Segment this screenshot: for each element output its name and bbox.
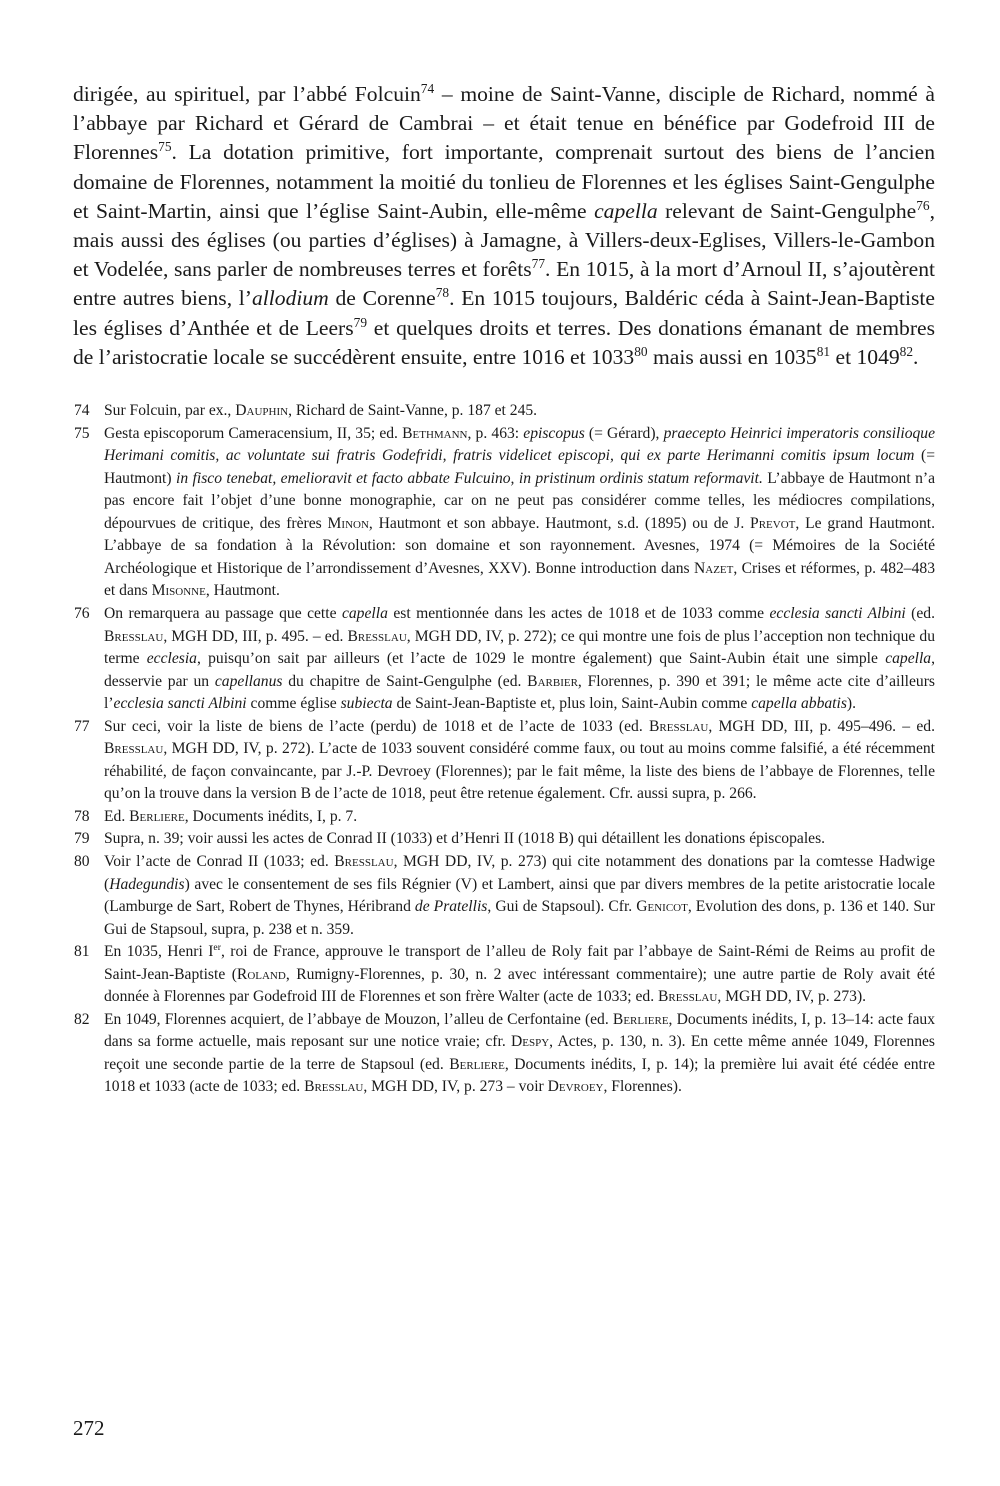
text-run: , Florennes, p. 390 et 391; le même acte cite d’ailleurs l’ (104, 672, 935, 713)
text-run: , p. 463: (467, 424, 524, 442)
author-name: Roland (236, 965, 286, 983)
author-name: Bethmann (402, 424, 468, 442)
italic-text: praecepto Heinrici imperatoris consilioque Herimani comitis, ac voluntate sui fratris Godefridi, fratris videlicet episcopi, qui ex parte Herimanni comitis ipsum locum (104, 424, 936, 465)
text-run: , mais aussi des églises (ou parties d’églises) à Jamagne, à Villers-deux-Eglises, Villers-le-Gambon et Vodelée, sans parler de nombreuses terres et forêts (73, 198, 935, 282)
italic-text: ecclesia sancti Albini (113, 695, 247, 713)
text-run: , Crises et réformes, p. 482–483 et dans (104, 559, 935, 600)
note-reference: 80 (634, 343, 648, 359)
italic-text: episcopus (523, 424, 585, 442)
italic-text: Hadegundis (109, 875, 185, 893)
author-name: Despy (511, 1033, 550, 1051)
italic-text: capella abbatis (751, 695, 847, 713)
author-name: Barbier (527, 672, 578, 690)
footnote (73, 851, 935, 941)
footnote (73, 806, 935, 829)
text-run: , Documents inédits, I, p. 7. (184, 807, 358, 825)
text-run: En 1049, Florennes acquiert, de l’abbaye de Mouzon, l’alleu de Cerfontaine (ed. (104, 1010, 613, 1028)
italic-text: capella (594, 198, 658, 223)
text-run: . En 1015, à la mort d’Arnoul II, s’ajoutèrent entre autres biens, l’ (73, 257, 935, 311)
text-run: , MGH DD, IV, p. 273). (717, 988, 867, 1006)
text-run: , roi de France, approuve le transport de l’alleu de Roly fait par l’abbaye de Saint-Rémi de Reims au profit de Saint-Jean-Baptiste ( (104, 943, 935, 983)
text-run: , Documents inédits, I, p. 13–14: acte faux dans sa forme actuelle, mais reposant sur une notice vraie; cfr. (104, 1010, 935, 1051)
text-run: Sur ceci, voir la liste de biens de l’acte (perdu) de 1018 et de l’acte de 1033 (ed. (104, 717, 649, 735)
author-name: Bresslau (334, 852, 394, 870)
text-run: , puisqu’on sait par ailleurs (et l’acte de 1029 le montre également) que Saint-Aubin était une simple (196, 650, 886, 668)
text-run: est mentionnée dans les actes de 1018 et de 1033 comme (387, 604, 770, 622)
author-name: Genicot (636, 898, 688, 916)
text-run: L’abbaye de Hautmont n’a pas encore fait l’objet d’une bonne monographie, car on ne peut pas considérer comme telles, les médiocres compilations, dépourvues de critique, des frères (104, 469, 936, 532)
footnote-number: 76 (74, 604, 90, 622)
text-run: , Actes, p. 130, n. 3). En cette même année 1049, Florennes reçoit une seconde partie de la terre de Stapsoul (ed. (104, 1033, 935, 1073)
author-name: Dauphin (235, 402, 289, 420)
italic-text: allodium (252, 286, 329, 311)
text-run: (ed. (905, 604, 935, 622)
footnote (73, 423, 935, 603)
text-run: , MGH DD, IV, p. 273 – voir (363, 1078, 548, 1096)
footnote (73, 716, 935, 806)
text-run: , Richard de Saint-Vanne, p. 187 et 245. (288, 402, 538, 420)
note-reference: er (213, 941, 221, 953)
footnote-number: 82 (74, 1010, 90, 1028)
text-run: Gesta episcoporum Cameracensium, II, 35; ed. (104, 424, 403, 442)
text-run: , MGH DD, III, p. 495. – ed. (163, 627, 348, 645)
footnote-number: 79 (74, 830, 90, 848)
text-run: , MGH DD, IV, p. 273) qui cite notamment des donations par la comtesse Hadwige ( (104, 852, 935, 893)
footnote-number: 77 (74, 717, 90, 735)
footnote (73, 828, 935, 851)
note-reference: 76 (916, 197, 930, 213)
italic-text: capella (885, 650, 932, 668)
note-reference: 79 (353, 314, 368, 330)
text-run: (= Gérard), (584, 424, 664, 442)
footnote (73, 941, 935, 1009)
author-name: Bresslau (104, 627, 164, 645)
author-name: Nazet (694, 559, 734, 577)
italic-text: de Pratellis (414, 898, 488, 916)
author-name: Bresslau (649, 717, 709, 735)
author-name: Prevot (750, 514, 796, 532)
footnote-number: 80 (74, 852, 90, 870)
text-run: mais aussi en 1035 (647, 344, 817, 369)
text-run: . En 1015 toujours, Baldéric céda à Saint-Jean-Baptiste les églises d’Anthée et de Leers (73, 286, 935, 340)
footnote-number: 74 (74, 402, 90, 420)
author-name: Bresslau (104, 740, 164, 758)
text-run: , Florennes). (603, 1078, 682, 1096)
text-run: , MGH DD, III, p. 495–496. – ed. (708, 717, 935, 735)
text-run: Voir l’acte de Conrad II (1033; ed. (104, 852, 335, 870)
text-run: ) avec le consentement de ses fils Régnier (V) et Lambert, ainsi que par divers membres de la petite aristocratie locale (Lamburge de Sart, Robert de Thynes, Héribrand (104, 875, 935, 916)
italic-text: capellanus (214, 672, 283, 690)
text-run: de Corenne (328, 286, 436, 311)
italic-text: ecclesia sancti Albini (769, 604, 906, 622)
footnote-number: 75 (74, 424, 90, 442)
page-number: 272 (73, 1416, 105, 1440)
text-run: , Evolution des dons, p. 136 et 140. Sur Gui de Stapsoul, supra, p. 238 et n. 359. (104, 898, 935, 938)
footnote (73, 400, 935, 423)
text-run: dirigée, au spirituel, par l’abbé Folcuin (73, 82, 421, 106)
text-run: Supra, n. 39; voir aussi les actes de Conrad II (1033) et d’Henri II (1018 B) qui détaillent les donations épiscopales. (104, 830, 826, 848)
footnote-number: 78 (74, 807, 90, 825)
text-run: En 1035, Henri I (104, 943, 214, 961)
text-run: du chapitre de Saint-Gengulphe (ed. (282, 672, 528, 690)
text-run: , desservie par un (104, 650, 935, 690)
italic-text: ecclesia (146, 650, 197, 668)
text-run: ). (846, 695, 856, 713)
text-run: et 1049 (830, 344, 900, 369)
author-name: Berliere (449, 1055, 505, 1073)
text-run: de Saint-Jean-Baptiste et, plus loin, Saint-Aubin comme (392, 695, 752, 713)
italic-text: capella (341, 604, 388, 622)
text-run: , Rumigny-Florennes, p. 30, n. 2 avec intéressant commentaire); une autre partie de Roly avait été donnée à Florennes par Godefroid III de Florennes et son frère Walter (acte de 1033; ed. (104, 965, 935, 1006)
footnote (73, 1009, 935, 1099)
note-reference: 82 (899, 343, 914, 359)
text-run: , Gui de Stapsoul). Cfr. (487, 898, 637, 916)
text-run: Ed. (104, 807, 130, 825)
text-run: comme église (246, 695, 341, 713)
author-name: Minon (327, 514, 369, 532)
text-run: et quelques droits et terres. Des donations émanant de membres de l’aristocratie locale se succédèrent ensuite, entre 1016 et 1033 (73, 315, 935, 369)
note-reference: 81 (816, 343, 831, 359)
text-run: Sur Folcuin, par ex., (104, 402, 236, 420)
text-run: relevant de Saint-Gengulphe (657, 198, 917, 223)
text-run: , Hautmont. (205, 582, 280, 600)
text-run: , MGH DD, IV, p. 272). L’acte de 1033 souvent considéré comme faux, ou tout au moins comme falsifié, a été récemment réhabilité, de façon convaincante, par J.-P. Devroey (Florennes); par le fait même, la liste des biens de l’abbaye de Florennes, telle qu’on la trouve dans la version B de l’acte de 1018, peut être retenue également. Cfr. aussi supra, p. 266. (104, 740, 935, 803)
note-reference: 75 (158, 139, 172, 155)
text-run: , Le grand Hautmont. L’abbaye de sa fondation à la Révolution: son domaine et son rayonnement. Avesnes, 1974 (= Mémoires de la Société Archéologique et Historique de l’arrondissement d’Avesnes, XXV). Bonne introduction dans (104, 514, 935, 577)
text-run: On remarquera au passage que cette (104, 604, 342, 622)
text-run: – moine de Saint-Vanne, disciple de Richard, nommé à l’abbaye par Richard et Gérard de Cambrai – et était tenue en bénéfice par Godefroid III de Florennes (73, 82, 935, 165)
text-run: , Hautmont et son abbaye. Hautmont, s.d. (1895) ou de J. (368, 514, 751, 532)
page-content (73, 80, 935, 1099)
author-name: Bresslau (347, 627, 407, 645)
body-paragraph (73, 80, 935, 372)
footnotes (73, 400, 935, 1099)
text-run: , MGH DD, IV, p. 272); ce qui montre une fois de plus l’acception non technique du terme (104, 627, 935, 668)
text-run: (= Hautmont) (104, 447, 935, 487)
text-run: , Documents inédits, I, p. 14); la première lui avait été cédée entre 1018 et 1033 (acte de 1033; ed. (104, 1055, 936, 1096)
author-name: Bresslau (304, 1078, 364, 1096)
footnote (73, 603, 935, 716)
author-name: Devroey (547, 1078, 604, 1096)
text-run: . (913, 344, 919, 369)
author-name: Misonne (151, 582, 206, 600)
note-reference: 74 (420, 80, 435, 96)
italic-text: subiecta (340, 695, 393, 713)
note-reference: 78 (435, 285, 450, 301)
note-reference: 77 (531, 256, 546, 272)
author-name: Bresslau (658, 988, 718, 1006)
italic-text: in fisco tenebat, emelioravit et facto abbate Fulcuino, in pristinum ordinis statum reformavit. (176, 469, 763, 487)
author-name: Berliere (612, 1010, 669, 1028)
footnote-number: 81 (74, 943, 90, 961)
author-name: Berliere (129, 807, 185, 825)
text-run: . La dotation primitive, fort importante, comprenait surtout des biens de l’ancien domaine de Florennes, notamment la moitié du tonlieu de Florennes et les églises Saint-Gengulphe et Saint-Martin, ainsi que l’église Saint-Aubin, elle-même (73, 140, 935, 223)
